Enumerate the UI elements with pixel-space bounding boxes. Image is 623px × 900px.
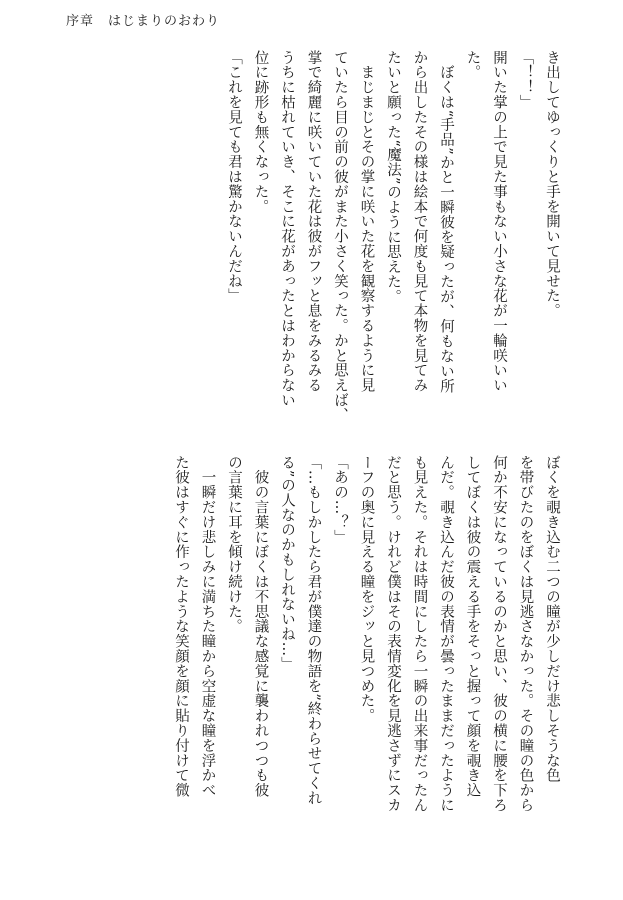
text-line: を帯びたのをぼくは見逃さなかった。その瞳の色から: [517, 455, 534, 813]
text-line: た彼はすぐに作ったような笑顔を顔に貼り付けて微: [173, 455, 189, 798]
text-line: ぼくを覗き込む二つの瞳が少しだけ悲しそうな色: [544, 455, 560, 783]
text-line: る”の人なのかもしれないね…」: [279, 455, 295, 672]
text-line: まじまじとその掌に咲いた花を観察するように見: [358, 50, 375, 393]
text-line: うちに枯れていき、そこに花があったとはわからない: [279, 50, 295, 408]
chapter-number: 序章: [66, 14, 95, 29]
text-line: 掌で綺麗に咲いていた花は彼がフッと息をみるみる: [305, 50, 322, 393]
text-line: き出してゆっくりと手を開いて見せた。: [544, 50, 560, 319]
text-line: 位に跡形も無くなった。: [252, 50, 269, 214]
text-block-bottom: [168, 455, 566, 830]
text-line: の言葉に耳を傾け続けた。: [226, 455, 242, 634]
text-line: 何か不安になっているのかと思い、彼の横に腰を下ろ: [491, 455, 507, 813]
text-line: 開いた掌の上で見た事もない小さな花が一輪咲いい: [491, 50, 507, 393]
text-line: 「あの…？」: [332, 455, 348, 545]
text-block-top: [221, 50, 566, 423]
text-line: 「…もしかしたら君が僕達の物語を”終わらせてくれ: [305, 455, 322, 806]
text-line: ぼくは“手品”かと一瞬彼を疑ったが、何もない所: [438, 50, 454, 394]
text-line: ていたら目の前の彼がまた小さく笑った。かと思えば、: [332, 50, 348, 423]
text-line: 「！！」: [517, 50, 534, 110]
text-line: だと思う。けれど僕はその表情変化を見逃さずにスカ: [385, 455, 401, 813]
text-line: ーフの奥に見える瞳をジッと見つめた。: [358, 455, 375, 724]
text-line: た。: [464, 50, 481, 80]
chapter-header: [66, 10, 220, 29]
text-line: んだ。覗き込んだ彼の表情が曇ったままだったように: [438, 455, 454, 813]
text-line: 「これを見ても君は驚かないんだね」: [226, 50, 242, 304]
text-line: してぼくは彼の震える手をそっと握って顔を覗き込: [464, 455, 481, 798]
text-line: も見えた。それは時間にしたら一瞬の出来事だったん: [411, 455, 428, 813]
text-line: 一瞬だけ悲しみに満ちた瞳から空虚な瞳を浮かべ: [199, 455, 216, 798]
text-line: たいと願った“魔法”のように思えた。: [385, 50, 401, 305]
chapter-title: はじまりのおわり: [108, 14, 221, 29]
text-line: 彼の言葉にぼくは不思議な感覚に襲われつつも彼: [252, 455, 269, 798]
text-line: から出したその様は絵本で何度も見て本物を見てみ: [411, 50, 428, 393]
